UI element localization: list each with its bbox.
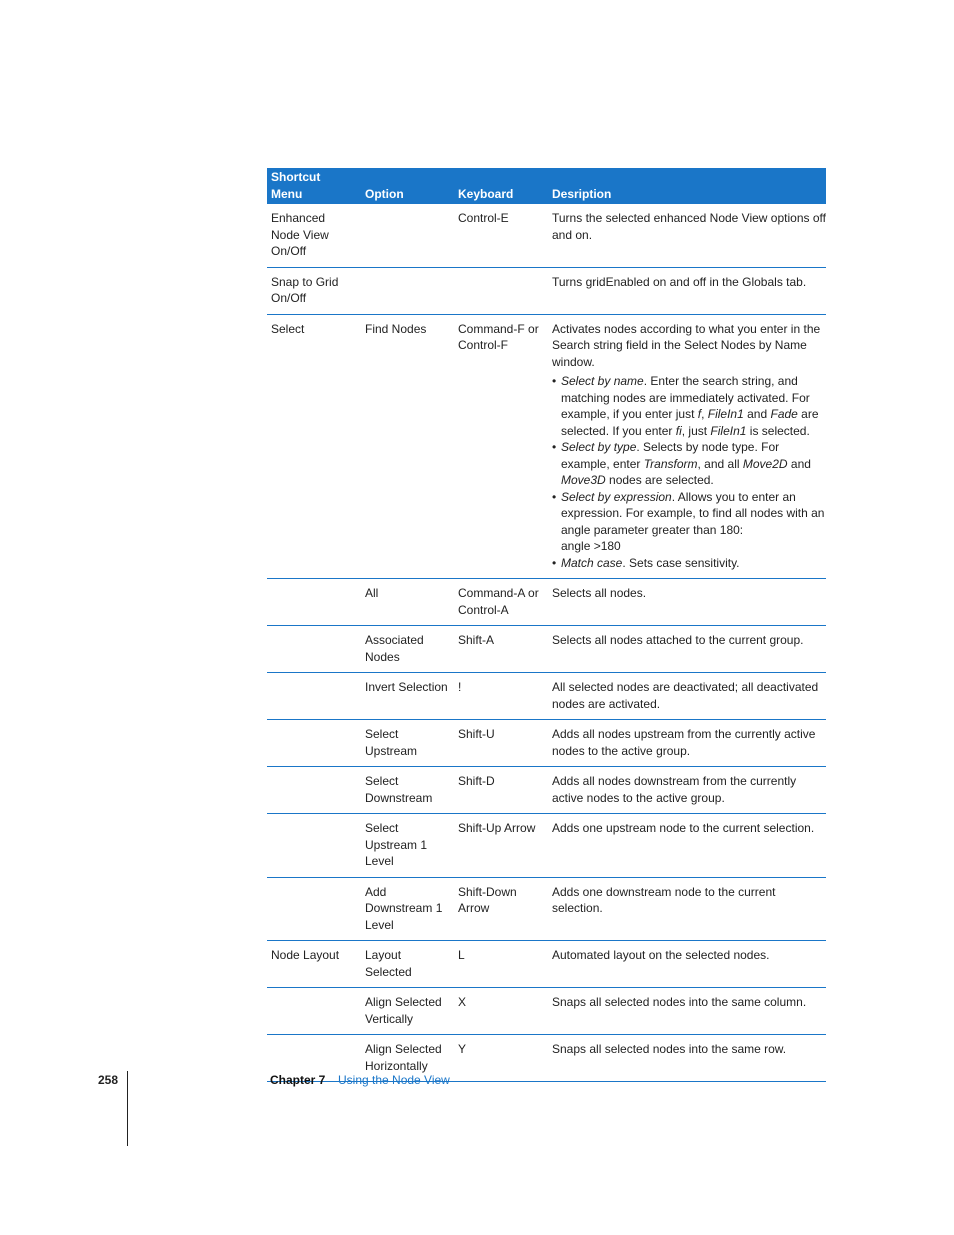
shortcut-table-container (267, 168, 826, 1082)
bullet-text: , and all (697, 456, 743, 471)
cell-menu (267, 814, 361, 878)
cell-description (548, 988, 826, 1035)
cell-description (548, 626, 826, 673)
cell-option: Select Upstream 1 Level (361, 814, 454, 878)
table-row (267, 204, 826, 267)
cell-menu: Node Layout (267, 941, 361, 988)
cell-keyboard: Y (454, 1035, 548, 1082)
page-number: 258 (98, 1073, 119, 1087)
chapter-title-link[interactable]: Using the Node View (338, 1073, 450, 1087)
cell-description (548, 814, 826, 878)
description-bullet (552, 489, 826, 555)
cell-option: Add Downstream 1 Level (361, 877, 454, 941)
description-text: Adds one upstream node to the current selection. (552, 821, 815, 835)
cell-keyboard: Command-A or Control-A (454, 579, 548, 626)
bullet-text: . Sets case sensitivity. (622, 555, 740, 570)
cell-menu (267, 626, 361, 673)
cell-description (548, 767, 826, 814)
table-row (267, 314, 826, 579)
table-row (267, 941, 826, 988)
cell-option (361, 204, 454, 267)
bullet-text: . Selects by node type. For example, enter (561, 440, 780, 471)
table-row (267, 267, 826, 314)
description-bullet (552, 439, 826, 489)
cell-keyboard: X (454, 988, 548, 1035)
italic-term: Select by expression (561, 489, 672, 504)
bullet-text: is selected. (746, 423, 810, 438)
table-row (267, 877, 826, 941)
italic-term: Move3D (561, 473, 606, 487)
header-menu-line2: Menu (271, 187, 303, 201)
cell-menu (267, 579, 361, 626)
italic-term: FileIn1 (707, 407, 744, 421)
cell-option: Select Downstream (361, 767, 454, 814)
cell-keyboard: L (454, 941, 548, 988)
bullet-text: and (787, 456, 811, 471)
cell-keyboard: Shift-Down Arrow (454, 877, 548, 941)
cell-keyboard: Shift-D (454, 767, 548, 814)
cell-keyboard: Shift-Up Arrow (454, 814, 548, 878)
cell-option: Align Selected Vertically (361, 988, 454, 1035)
cell-menu: Enhanced Node View On/Off (267, 204, 361, 267)
description-text: Adds all nodes upstream from the currently active nodes to the active group. (552, 727, 816, 758)
table-row (267, 626, 826, 673)
table-header (267, 168, 826, 204)
description-text: Adds all nodes downstream from the currently active nodes to the active group. (552, 774, 797, 805)
italic-term: f (697, 407, 702, 421)
cell-description (548, 673, 826, 720)
cell-menu (267, 720, 361, 767)
description-text: Snaps all selected nodes into the same row. (552, 1042, 787, 1056)
table-row (267, 814, 826, 878)
cell-keyboard (454, 267, 548, 314)
bullet-text: nodes are selected. (605, 473, 714, 487)
cell-menu: Select (267, 314, 361, 579)
italic-term: Move2D (742, 456, 788, 471)
description-bullet (552, 555, 826, 572)
description-text: Snaps all selected nodes into the same column. (552, 995, 807, 1009)
cell-description (548, 877, 826, 941)
description-bullet-list (552, 373, 826, 571)
footer-divider (127, 1071, 128, 1146)
shortcut-table (267, 168, 826, 1082)
cell-option: Align Selected Horizontally (361, 1035, 454, 1082)
bullet-text: are selected. If you enter (561, 407, 819, 438)
bullet-text: , (701, 407, 708, 421)
description-text: Turns gridEnabled on and off in the Globals tab. (552, 274, 807, 289)
cell-menu (267, 877, 361, 941)
cell-menu (267, 767, 361, 814)
description-text: Automated layout on the selected nodes. (552, 948, 770, 962)
cell-keyboard: Shift-A (454, 626, 548, 673)
bullet-text: . Enter the search string, and matching nodes are immediately activated. For example, if you enter just (561, 374, 810, 421)
description-text: Selects all nodes attached to the current group. (552, 633, 804, 647)
italic-term: Fade (770, 407, 798, 421)
cell-option: Associated Nodes (361, 626, 454, 673)
cell-keyboard: ! (454, 673, 548, 720)
cell-description (548, 941, 826, 988)
table-row (267, 673, 826, 720)
header-keyboard: Keyboard (454, 168, 548, 204)
description-text: Turns the selected enhanced Node View options off and on. (552, 211, 826, 242)
cell-description (548, 314, 826, 579)
cell-description (548, 579, 826, 626)
italic-term: FileIn1 (710, 423, 747, 438)
cell-keyboard: Shift-U (454, 720, 548, 767)
bullet-text: , just (681, 423, 711, 438)
cell-option: Invert Selection (361, 673, 454, 720)
italic-term: Transform (643, 456, 698, 471)
header-description: Desription (548, 168, 826, 204)
bullet-text: . Allows you to enter an expression. For example, to find all nodes with an angle parameter greater than 180: (561, 489, 825, 537)
cell-keyboard: Command-F or Control-F (454, 314, 548, 579)
header-menu-line1: Shortcut (271, 170, 321, 184)
chapter-label: Chapter 7 (270, 1073, 326, 1087)
cell-menu (267, 988, 361, 1035)
table-row (267, 579, 826, 626)
cell-description (548, 1035, 826, 1082)
description-text: Selects all nodes. (552, 586, 647, 600)
header-option: Option (361, 168, 454, 204)
bullet-text: and (743, 407, 771, 421)
cell-description (548, 720, 826, 767)
cell-description (548, 267, 826, 314)
table-row (267, 988, 826, 1035)
cell-option: Select Upstream (361, 720, 454, 767)
table-body (267, 204, 826, 1082)
italic-term: Select by name (561, 374, 644, 388)
bullet-code-example: angle >180 (561, 539, 621, 553)
cell-option (361, 267, 454, 314)
table-row (267, 720, 826, 767)
cell-option: Find Nodes (361, 314, 454, 579)
cell-menu (267, 673, 361, 720)
cell-menu: Snap to Grid On/Off (267, 267, 361, 314)
description-text: Activates nodes according to what you enter in the Search string field in the Select Nodes by Name window. (552, 321, 821, 369)
italic-term: Select by type (561, 440, 637, 454)
table-row (267, 767, 826, 814)
description-text: Adds one downstream node to the current selection. (552, 884, 776, 915)
cell-option: All (361, 579, 454, 626)
description-bullet (552, 373, 826, 439)
cell-keyboard: Control-E (454, 204, 548, 267)
cell-option: Layout Selected (361, 941, 454, 988)
header-menu (267, 168, 361, 204)
description-text: All selected nodes are deactivated; all deactivated nodes are activated. (552, 680, 819, 711)
header-row (267, 168, 826, 204)
italic-term: Match case (561, 555, 623, 570)
cell-description (548, 204, 826, 267)
italic-term: fi (675, 423, 682, 438)
